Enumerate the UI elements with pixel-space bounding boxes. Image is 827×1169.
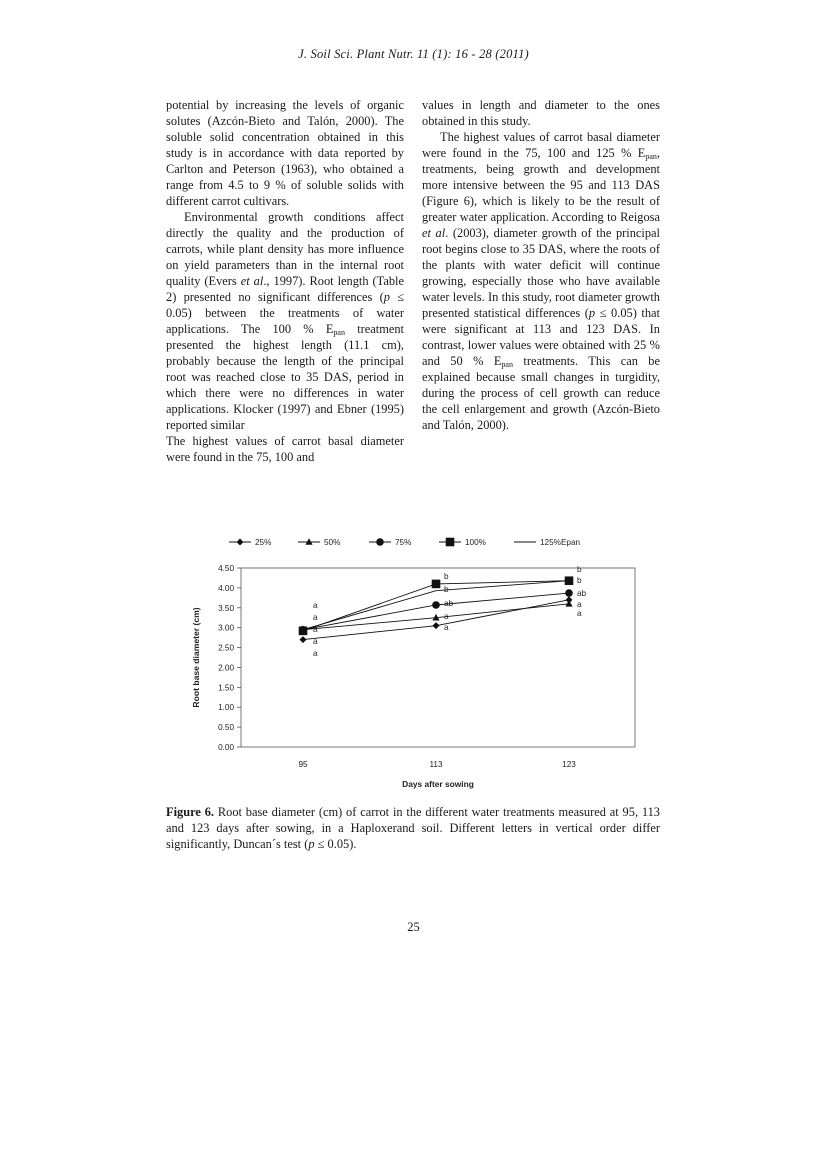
legend-marker [237, 539, 244, 546]
significance-letter: a [444, 623, 449, 632]
significance-letter: a [313, 601, 318, 610]
legend-label: 50% [324, 538, 341, 547]
left-column [166, 97, 404, 465]
figure-caption: Figure 6. Root base diameter (cm) of carrot in the different water treatments measured at 95, 113 and 123 days after sowing, in a Haploxerand soil. Different letters in vertical order differ significantly, Duncan´s test (p ≤ 0.05). [166, 805, 661, 851]
significance-letter: a [313, 613, 318, 622]
data-point [300, 636, 307, 643]
y-tick-label: 2.50 [218, 643, 234, 653]
significance-letter: b [577, 576, 582, 585]
y-tick-label: 1.50 [218, 683, 234, 693]
x-axis-label: Days after sowing [402, 779, 474, 789]
root-diameter-chart [185, 530, 645, 795]
legend-label: 75% [395, 538, 412, 547]
data-point [432, 580, 441, 589]
significance-letter: a [444, 612, 449, 621]
significance-letter: b [444, 585, 449, 594]
paragraph: values in length and diameter to the ones obtained in this study. [422, 98, 660, 128]
y-tick-label: 0.00 [218, 743, 234, 752]
legend-label: 125%Epan [540, 538, 581, 547]
x-tick-label: 95 [298, 760, 308, 769]
running-head: J. Soil Sci. Plant Nutr. 11 (1): 16 - 28 (2011) [298, 47, 529, 61]
significance-letter: a [313, 625, 318, 634]
plot-area [241, 568, 635, 747]
paragraph: Environmental growth conditions affect directly the quality and the production of carrots, while plant density has more influence on yield parameters than in the internal root quality (Evers et al., 1997). Root length (Table 2) presented no significant differences (p ≤ 0.05) between the treatments of water applications. The 100 % $E_{pan}$ treatment presented the highest length (11.1 cm), probably because the length of the principal root was reached close to 35 DAS, period in which there were no differences in water applications. Klocker (1997) and Ebner (1995) reported similar [166, 210, 404, 432]
significance-letter: a [313, 649, 318, 658]
significance-letter: a [577, 609, 582, 618]
significance-letter: ab [444, 599, 454, 608]
y-tick-label: 1.00 [218, 703, 234, 713]
legend-marker [376, 538, 384, 546]
y-tick-label: 4.00 [218, 583, 234, 593]
data-point [299, 627, 308, 636]
data-point [433, 622, 440, 629]
x-tick-label: 113 [429, 760, 443, 769]
x-tick-label: 123 [562, 760, 576, 769]
paragraph: The highest values of carrot basal diameter were found in the 75, 100 and [166, 434, 404, 464]
legend-label: 100% [465, 538, 486, 547]
significance-letter: a [577, 600, 582, 609]
y-tick-label: 2.00 [218, 663, 234, 673]
data-point [565, 589, 573, 597]
paragraph: The highest values of carrot basal diameter were found in the 75, 100 and 125 % $E_{pan}$, treatments, being growth and development more intensive between the 95 and 113 DAS (Figure 6), which is likely to be the result of greater water application. According to Reigosa et al. (2003), diameter growth of the principal root begins close to 35 DAS, where the roots of the plants with water deficit will continue growing, especially those who have available water levels. In this study, root diameter growth presented statistical differences (p ≤ 0.05) that were significant at 113 and 123 DAS. In contrast, lower values were obtained with 25 % and 50 % $E_{pan}$ treatments. This can be explained because small changes in turgidity, during the process of cell growth can reduce the cell enlargement and growth (Azcón-Bieto and Talón, 2000). [422, 130, 660, 432]
legend-marker [446, 538, 455, 547]
y-tick-label: 0.50 [218, 723, 234, 733]
page-number: 25 [407, 920, 420, 934]
y-tick-label: 3.00 [218, 623, 234, 633]
legend-marker [305, 538, 312, 545]
significance-letter: ab [577, 589, 587, 598]
significance-letter: b [444, 572, 449, 581]
y-tick-label: 4.50 [218, 564, 234, 573]
data-point [565, 600, 572, 607]
y-axis-label: Root base diameter (cm) [191, 607, 201, 708]
figure-6 [185, 530, 645, 795]
y-tick-label: 3.50 [218, 603, 234, 613]
significance-letter: a [313, 637, 318, 646]
significance-letter: b [577, 565, 582, 574]
data-point [432, 601, 440, 609]
right-column [422, 97, 660, 433]
paragraph: potential by increasing the levels of organic solutes (Azcón-Bieto and Talón, 2000). The soluble solid concentration obtained in this study is in accordance with data reported by Carlton and Peterson (1963), who obtained a range from 4.5 to 9 % of soluble solids with different carrot cultivars. [166, 98, 404, 208]
legend-label: 25% [255, 538, 272, 547]
